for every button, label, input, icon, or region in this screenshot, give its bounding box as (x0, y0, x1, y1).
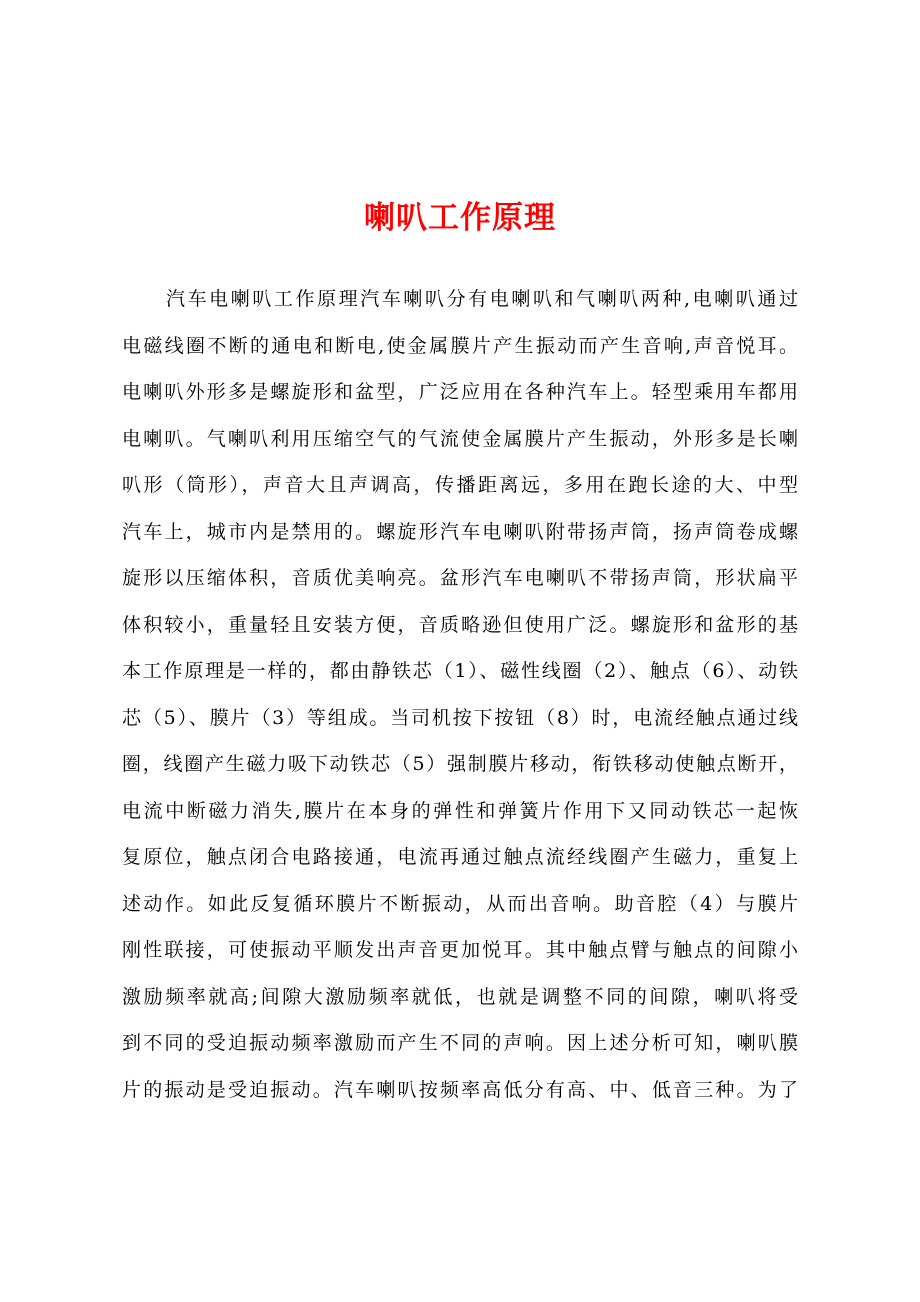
paragraph-line: 电流中断磁力消失,膜片在本身的弹性和弹簧片作用下又同动铁芯一起恢 (122, 799, 798, 822)
paragraph-line: 芯（5）、膜片（3）等组成。当司机按下按钮（8）时，电流经触点通过线 (122, 706, 798, 729)
paragraph-line: 本工作原理是一样的，都由静铁芯（1）、磁性线圈（2）、触点（6）、动铁 (122, 660, 798, 682)
paragraph-line: 圈，线圈产生磁力吸下动铁芯（5）强制膜片移动，衔铁移动使触点断开， (122, 753, 798, 775)
paragraph-line: 复原位，触点闭合电路接通，电流再通过触点流经线圈产生磁力，重复上 (122, 846, 798, 868)
paragraph-line: 激励频率就高;间隙大激励频率就低，也就是调整不同的间隙，喇叭将受 (122, 985, 798, 1008)
paragraph-line: 刚性联接，可使振动平顺发出声音更加悦耳。其中触点臂与触点的间隙小 (122, 939, 798, 961)
paragraph-line: 汽车电喇叭工作原理汽车喇叭分有电喇叭和气喇叭两种,电喇叭通过 (166, 288, 798, 310)
paragraph-line: 电喇叭。气喇叭利用压缩空气的气流使金属膜片产生振动，外形多是长喇 (122, 427, 798, 450)
paragraph-line: 电喇叭外形多是螺旋形和盆型，广泛应用在各种汽车上。轻型乘用车都用 (122, 381, 798, 403)
paragraph-line: 片的振动是受迫振动。汽车喇叭按频率高低分有高、中、低音三种。为了 (122, 1078, 798, 1101)
paragraph-line: 述动作。如此反复循环膜片不断振动，从而出音响。助音腔（4）与膜片 (122, 892, 798, 915)
paragraph-line: 汽车上，城市内是禁用的。螺旋形汽车电喇叭附带扬声筒，扬声筒卷成螺 (122, 520, 798, 543)
document-body (122, 276, 798, 1113)
paragraph-line: 到不同的受迫振动频率激励而产生不同的声响。因上述分析可知，喇叭膜 (122, 1032, 798, 1054)
paragraph-line: 体积较小，重量轻且安装方便，音质略逊但使用广泛。螺旋形和盆形的基 (122, 613, 798, 636)
paragraph-line: 电磁线圈不断的通电和断电,使金属膜片产生振动而产生音响,声音悦耳。 (122, 334, 798, 357)
document-title: 喇叭工作原理 (364, 200, 556, 236)
paragraph-line: 旋形以压缩体积，音质优美响亮。盆形汽车电喇叭不带扬声筒，形状扁平 (122, 567, 798, 589)
paragraph-line: 叭形（筒形），声音大且声调高，传播距离远，多用在跑长途的大、中型 (122, 474, 798, 496)
